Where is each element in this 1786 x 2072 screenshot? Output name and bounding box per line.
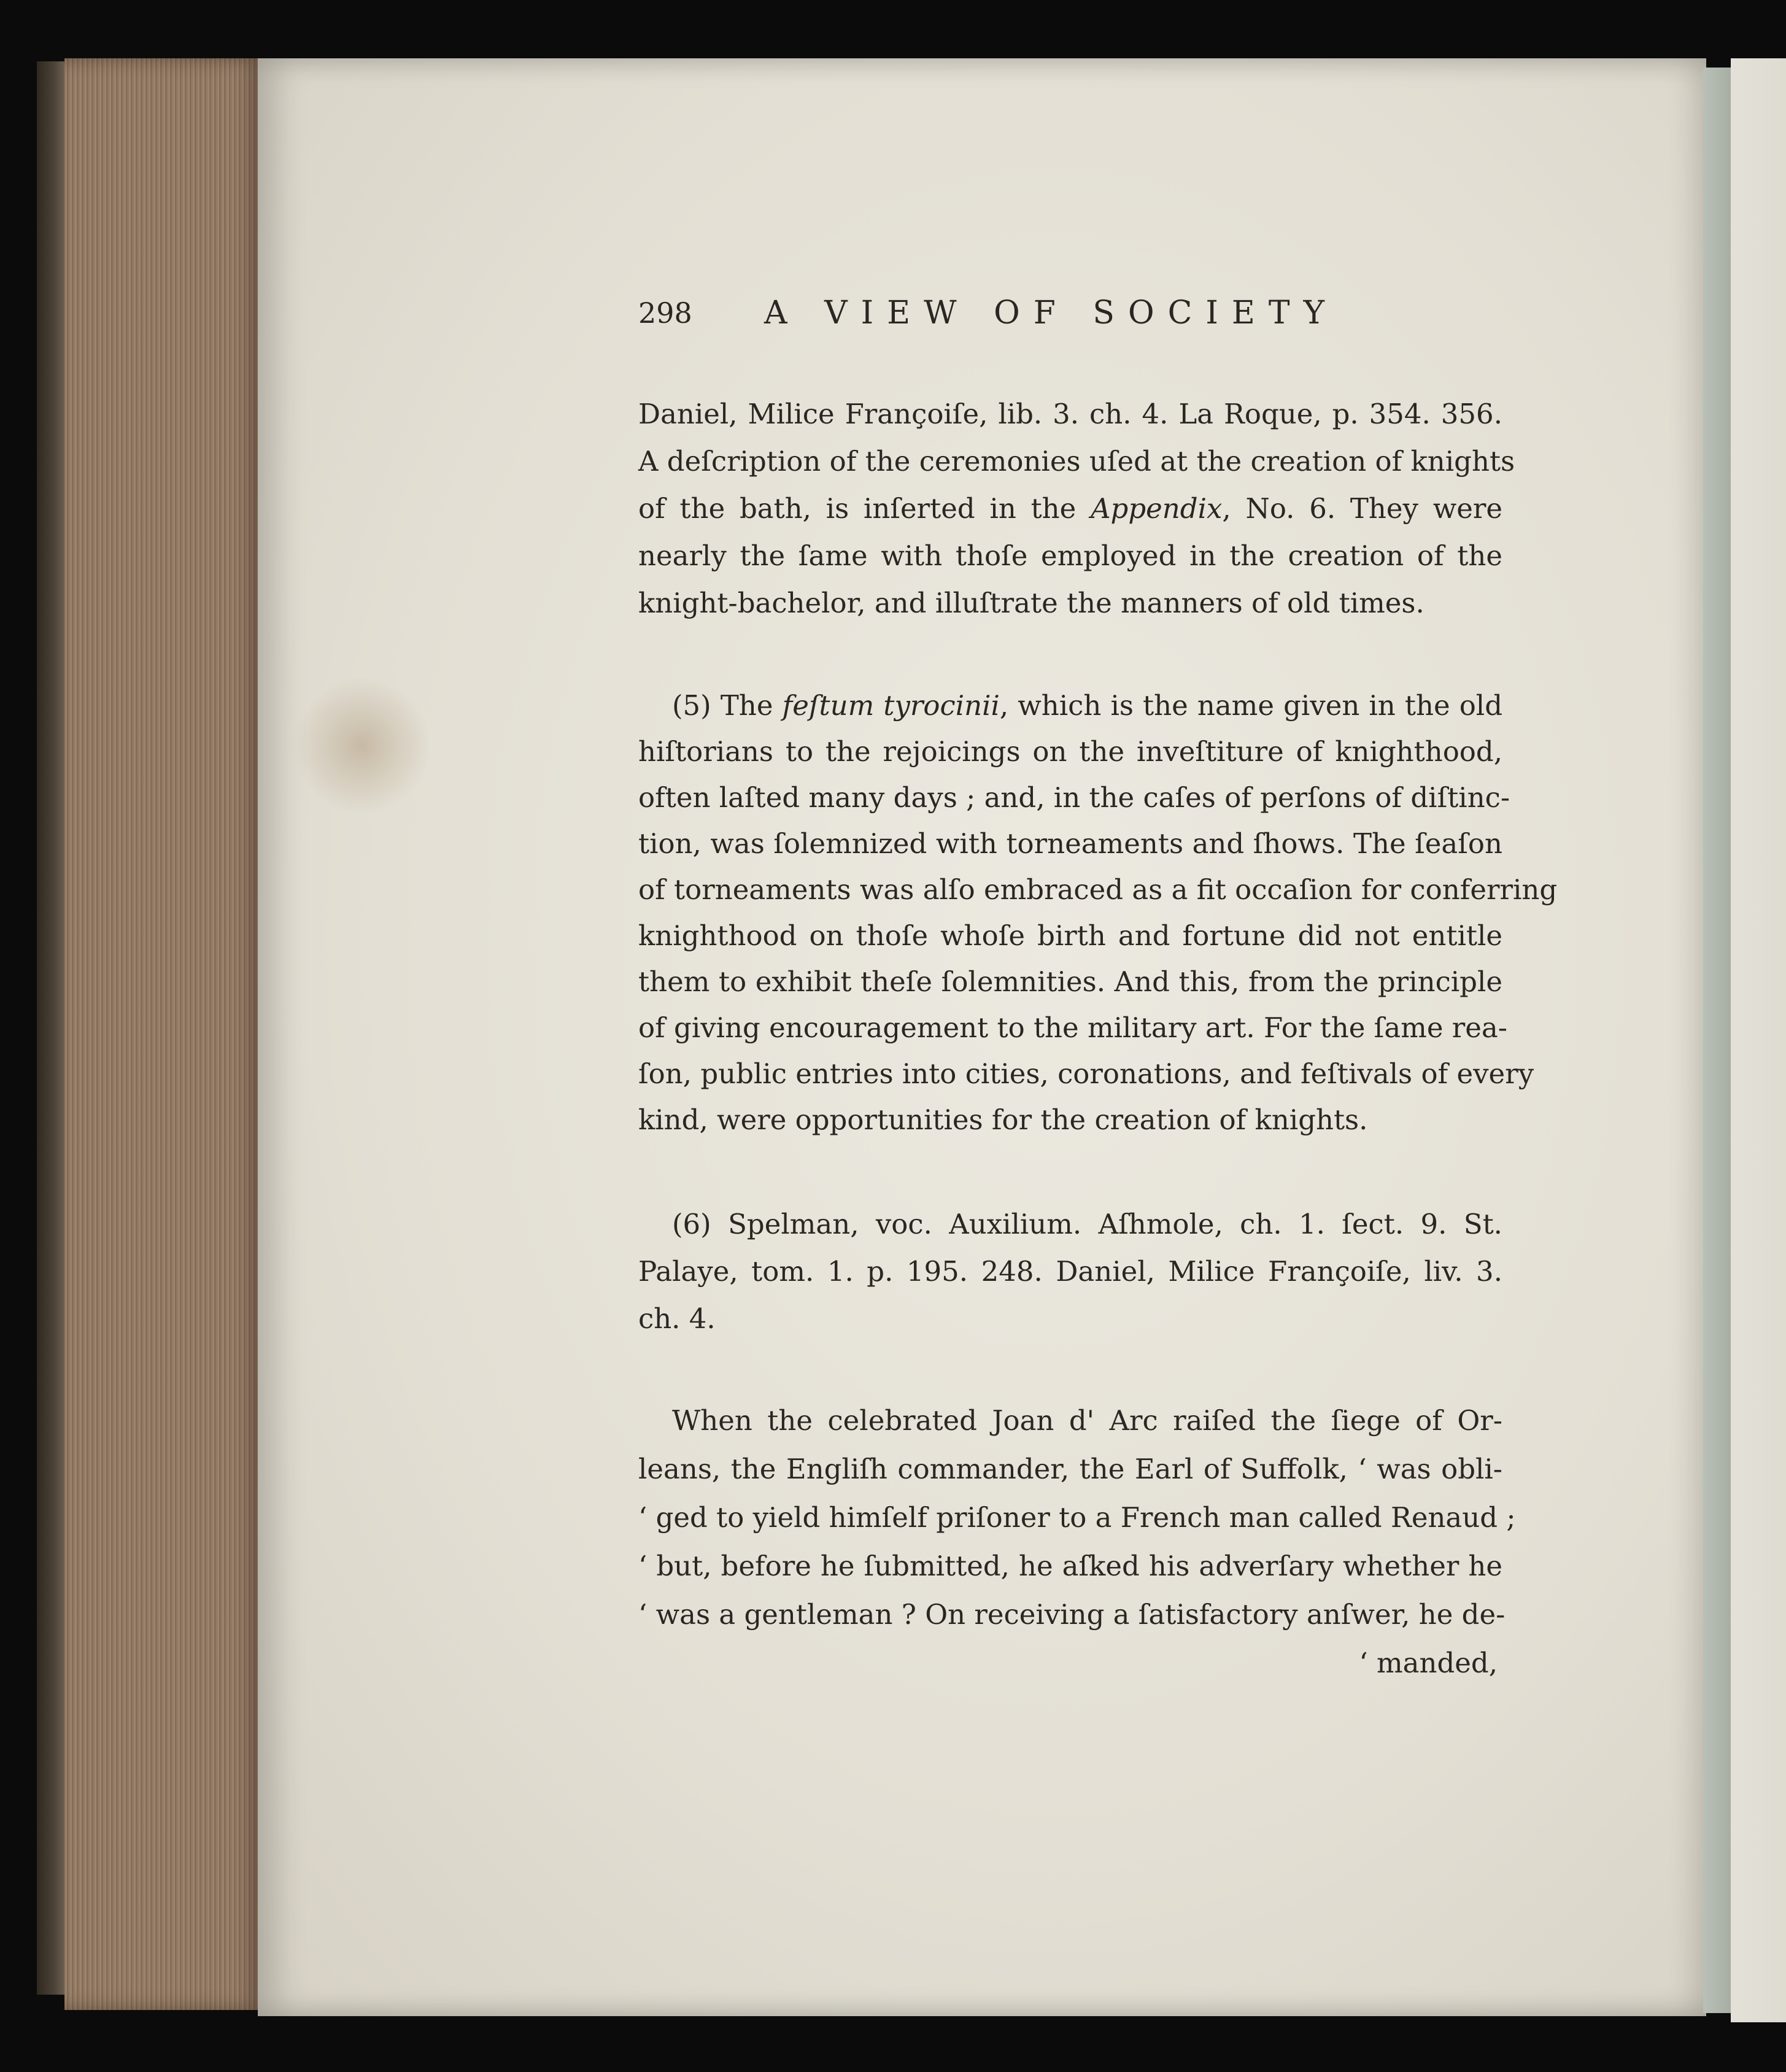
text-line: knight-bachelor, and illuſtrate the manners of old times. [638, 587, 1425, 619]
italic-term: Appendix [1091, 492, 1223, 525]
text-line: nearly the ſame with thoſe employed in the creation of the [638, 539, 1502, 572]
text-line: often laſted many days ; and, in the caſes of perſons of diſtinc- [638, 781, 1510, 814]
text-line: of giving encouragement to the military art. For the ſame rea- [638, 1011, 1507, 1044]
text-line: hiſtorians to the rejoicings on the inveſtiture of knighthood, [638, 735, 1502, 768]
text-line: tion, was ſolemnized with torneaments and ſhows. The ſeaſon [638, 827, 1502, 860]
italic-term: feſtum tyrocinii [782, 689, 1000, 722]
running-title: A VIEW OF SOCIETY [764, 295, 1338, 331]
text-line: ch. 4. [638, 1302, 716, 1335]
text-line: ‘ but, before he ſubmitted, he aſked his adverſary whether he [638, 1550, 1502, 1582]
text-line: (6) Spelman, voc. Auxilium. Aſhmole, ch. 1. ſect. 9. St. [672, 1208, 1502, 1240]
text-line: A deſcription of the ceremonies uſed at the creation of knights [638, 445, 1515, 477]
text-line: Daniel, Milice Françoiſe, lib. 3. ch. 4. La Roque, p. 354. 356. [638, 398, 1502, 430]
text-line: leans, the Engliſh commander, the Earl of Suffolk, ‘ was obli- [638, 1453, 1502, 1485]
page-edges [64, 58, 264, 2010]
text-line: ‘ ged to yield himſelf priſoner to a French man called Renaud ; [638, 1501, 1516, 1534]
text-run: , which is the name given in the old [999, 689, 1502, 722]
text-line: them to exhibit theſe ſolemnities. And this, from the principle [638, 965, 1502, 998]
text-line: ‘ was a gentleman ? On receiving a ſatisfactory anſwer, he de- [638, 1598, 1506, 1631]
text-line: When the celebrated Joan d' Arc raiſed the ſiege of Or- [672, 1404, 1502, 1437]
text-line: Palaye, tom. 1. p. 195. 248. Daniel, Milice Françoiſe, liv. 3. [638, 1255, 1502, 1288]
page-number: 298 [638, 296, 692, 330]
text-line: ſon, public entries into cities, coronations, and feſtivals of every [638, 1057, 1534, 1090]
foxing-stain [295, 675, 430, 816]
text-line [638, 687, 1502, 724]
text-run: (5) The [672, 689, 773, 722]
facing-page-gutter [1703, 68, 1731, 2013]
text-run: , No. 6. They were [1222, 492, 1502, 525]
text-line [638, 490, 1502, 527]
book-spine [37, 61, 64, 1995]
text-line: kind, were opportunities for the creation of knights. [638, 1104, 1368, 1136]
facing-page-edge [1731, 58, 1786, 2022]
catchword: ‘ manded, [1359, 1647, 1498, 1679]
text-line: knighthood on thoſe whoſe birth and fortune did not entitle [638, 919, 1502, 952]
text-line: of torneaments was alſo embraced as a fit occaſion for conferring [638, 873, 1558, 906]
text-run: of the bath, is inſerted in the [638, 492, 1077, 525]
running-head [638, 295, 1502, 331]
